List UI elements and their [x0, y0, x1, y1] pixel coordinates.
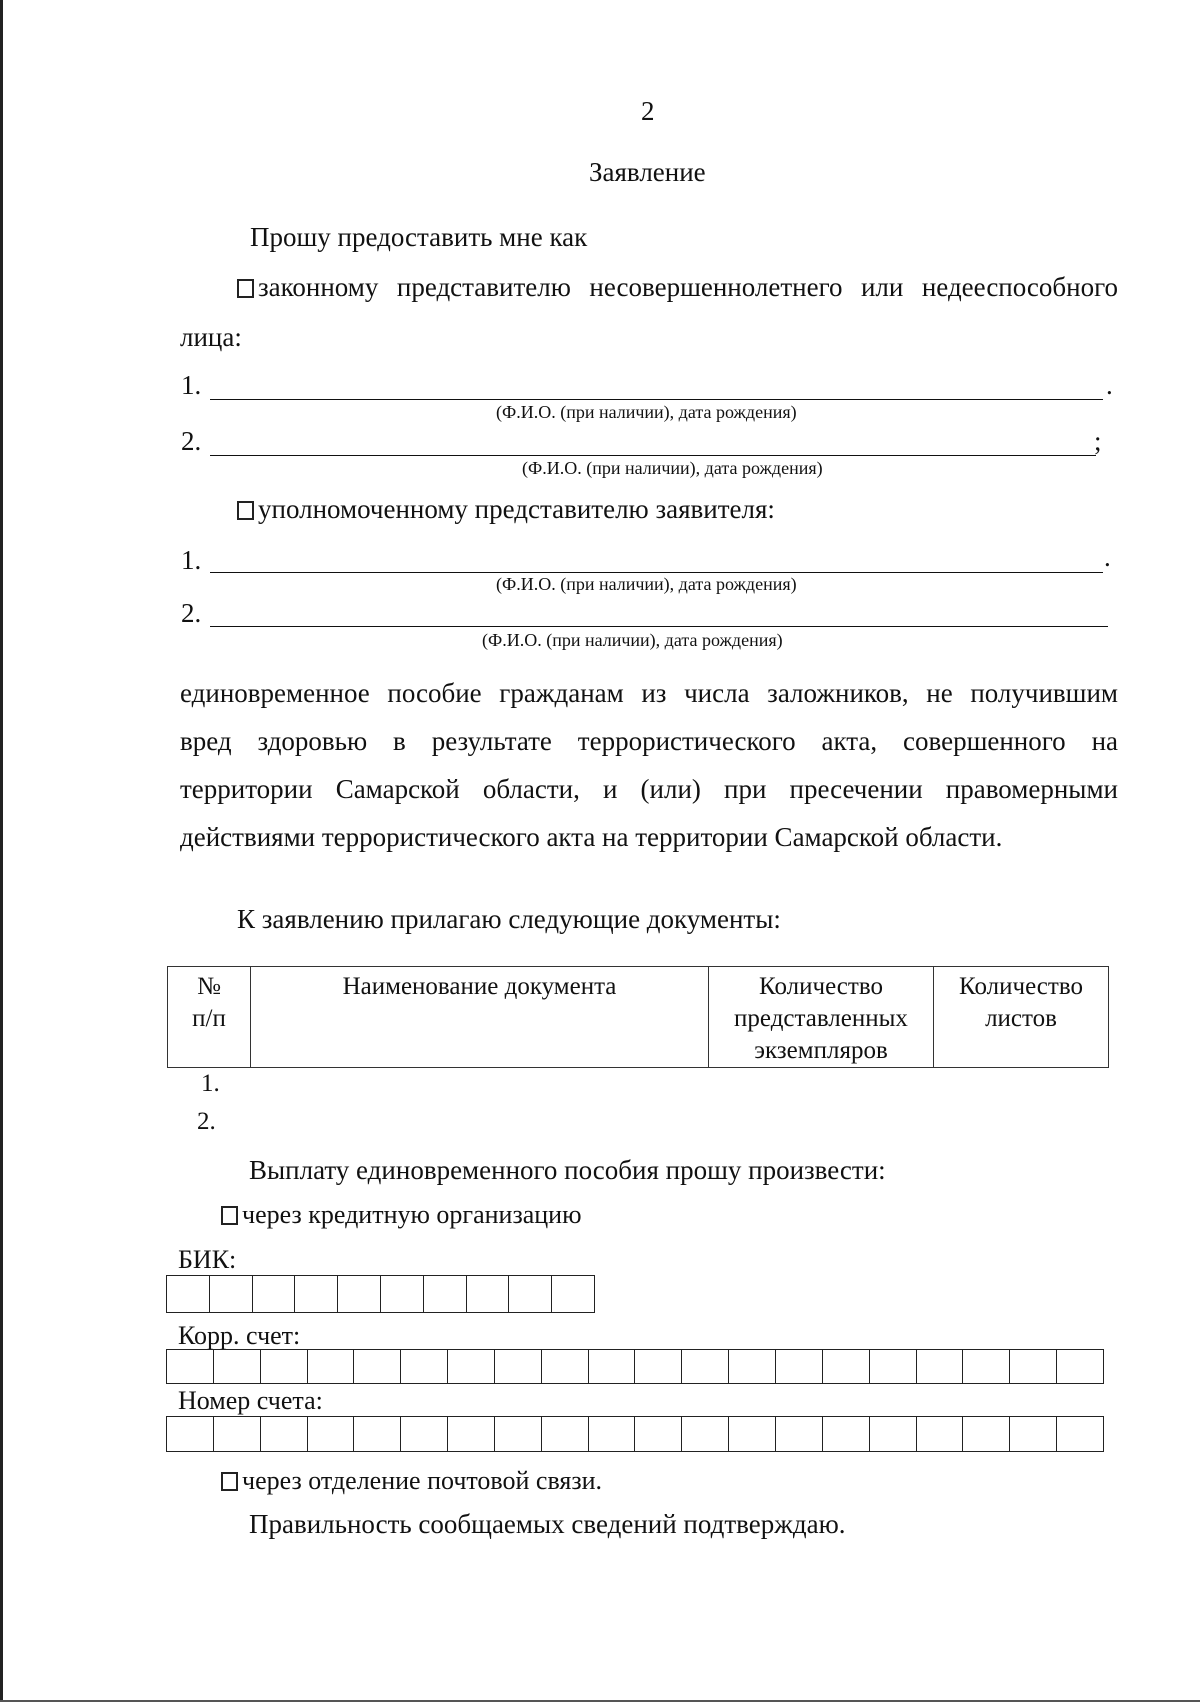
account-number-label: Номер счета:: [178, 1386, 323, 1415]
header-sheets-line-2: листов: [985, 1005, 1057, 1032]
corr-account-input[interactable]: [166, 1349, 1104, 1384]
account-number-cell[interactable]: [542, 1417, 589, 1451]
body-line-2: вред здоровью в результате террористического акта, совершенного на: [180, 726, 1118, 756]
corr-account-cell[interactable]: [682, 1350, 729, 1383]
account-number-cell[interactable]: [308, 1417, 355, 1451]
post-option-label: через отделение почтовой связи.: [242, 1466, 603, 1495]
bik-cell[interactable]: [467, 1276, 510, 1312]
page-border-left: [0, 0, 3, 1702]
body-line-3: территории Самарской области, и (или) при пресечении правомерными: [180, 774, 1118, 804]
corr-account-cell[interactable]: [448, 1350, 495, 1383]
authorized-rep-row-1-end: .: [1104, 542, 1111, 572]
intro-text: Прошу предоставить мне как: [250, 222, 588, 252]
corr-account-cell[interactable]: [635, 1350, 682, 1383]
bik-cell[interactable]: [424, 1276, 467, 1312]
confirmation-text: Правильность сообщаемых сведений подтверждаю.: [249, 1509, 846, 1539]
corr-account-cell[interactable]: [1010, 1350, 1057, 1383]
authorized-rep-row-2-number: 2.: [181, 598, 202, 628]
corr-account-cell[interactable]: [589, 1350, 636, 1383]
body-line-4: действиями террористического акта на территории Самарской области.: [180, 822, 1003, 852]
header-document-name: [251, 967, 709, 1068]
post-checkbox[interactable]: [221, 1472, 238, 1491]
legal-rep-row-2-number: 2.: [181, 426, 202, 456]
corr-account-cell[interactable]: [495, 1350, 542, 1383]
corr-account-cell[interactable]: [1057, 1350, 1104, 1383]
document-title: Заявление: [589, 157, 706, 187]
header-sheets-line-1: Количество: [959, 973, 1083, 1000]
bank-checkbox[interactable]: [221, 1206, 238, 1225]
account-number-cell[interactable]: [963, 1417, 1010, 1451]
documents-row-2: 2.: [197, 1108, 216, 1135]
bik-cell[interactable]: [509, 1276, 552, 1312]
bik-cell[interactable]: [338, 1276, 381, 1312]
header-number: [168, 967, 251, 1068]
corr-account-cell[interactable]: [354, 1350, 401, 1383]
corr-account-cell[interactable]: [167, 1350, 214, 1383]
legal-rep-checkbox[interactable]: [237, 279, 254, 298]
post-option[interactable]: [221, 1466, 602, 1496]
header-document-name-text: Наименование документа: [342, 973, 617, 1000]
documents-table-header: [168, 967, 1109, 1068]
corr-account-cell[interactable]: [401, 1350, 448, 1383]
legal-rep-row-2-field[interactable]: [210, 455, 1096, 456]
legal-rep-row-1-caption: (Ф.И.О. (при наличии), дата рождения): [496, 402, 797, 422]
bik-cell[interactable]: [167, 1276, 210, 1312]
corr-account-cell[interactable]: [963, 1350, 1010, 1383]
payment-intro: Выплату единовременного пособия прошу произвести:: [249, 1155, 886, 1185]
legal-rep-label-continuation: лица:: [180, 322, 242, 352]
account-number-cell[interactable]: [495, 1417, 542, 1451]
account-number-cell[interactable]: [401, 1417, 448, 1451]
bank-option[interactable]: [221, 1200, 582, 1230]
account-number-cell[interactable]: [870, 1417, 917, 1451]
account-number-cell[interactable]: [1057, 1417, 1104, 1451]
account-number-cell[interactable]: [261, 1417, 308, 1451]
account-number-cell[interactable]: [917, 1417, 964, 1451]
bik-label: БИК:: [178, 1245, 237, 1274]
corr-account-cell[interactable]: [776, 1350, 823, 1383]
account-number-cell[interactable]: [589, 1417, 636, 1451]
bik-cell[interactable]: [253, 1276, 296, 1312]
account-number-cell[interactable]: [167, 1417, 214, 1451]
corr-account-cell[interactable]: [214, 1350, 261, 1383]
authorized-rep-row-1-number: 1.: [181, 545, 202, 575]
account-number-cell[interactable]: [823, 1417, 870, 1451]
corr-account-cell[interactable]: [870, 1350, 917, 1383]
header-copies-line-1: Количество: [759, 973, 883, 1000]
authorized-rep-row-1-caption: (Ф.И.О. (при наличии), дата рождения): [496, 574, 797, 594]
legal-rep-label: законному представителю несовершеннолетнего или недееспособного: [258, 272, 1118, 302]
legal-rep-option[interactable]: [237, 272, 1118, 303]
corr-account-cell[interactable]: [823, 1350, 870, 1383]
bik-cell[interactable]: [295, 1276, 338, 1312]
corr-account-cell[interactable]: [308, 1350, 355, 1383]
legal-rep-row-1-number: 1.: [181, 370, 202, 400]
page-number: 2: [641, 96, 655, 126]
corr-account-cell[interactable]: [729, 1350, 776, 1383]
attachments-intro: К заявлению прилагаю следующие документы:: [237, 904, 781, 934]
documents-table: [167, 966, 1109, 1068]
header-sheets-count: [934, 967, 1109, 1068]
corr-account-cell[interactable]: [261, 1350, 308, 1383]
bik-cell[interactable]: [210, 1276, 253, 1312]
legal-rep-row-1-field[interactable]: [210, 399, 1103, 400]
legal-rep-row-2-end: ;: [1094, 426, 1102, 456]
bik-cell[interactable]: [381, 1276, 424, 1312]
header-copies-line-2: представленных: [734, 1005, 908, 1032]
account-number-cell[interactable]: [448, 1417, 495, 1451]
bank-option-label: через кредитную организацию: [242, 1200, 582, 1229]
corr-account-label: Корр. счет:: [178, 1321, 301, 1350]
account-number-cell[interactable]: [729, 1417, 776, 1451]
authorized-rep-row-2-field[interactable]: [210, 626, 1108, 627]
authorized-rep-option[interactable]: [237, 494, 775, 525]
authorized-rep-row-1-field[interactable]: [210, 572, 1103, 573]
account-number-cell[interactable]: [214, 1417, 261, 1451]
corr-account-cell[interactable]: [542, 1350, 589, 1383]
account-number-cell[interactable]: [635, 1417, 682, 1451]
legal-rep-row-2-caption: (Ф.И.О. (при наличии), дата рождения): [522, 458, 823, 478]
legal-rep-row-1-end: .: [1106, 370, 1113, 400]
account-number-cell[interactable]: [776, 1417, 823, 1451]
authorized-rep-checkbox[interactable]: [237, 501, 254, 520]
account-number-cell[interactable]: [682, 1417, 729, 1451]
corr-account-cell[interactable]: [917, 1350, 964, 1383]
authorized-rep-label: уполномоченному представителю заявителя:: [258, 494, 775, 524]
account-number-input[interactable]: [166, 1416, 1104, 1452]
authorized-rep-row-2-caption: (Ф.И.О. (при наличии), дата рождения): [482, 630, 783, 650]
account-number-cell[interactable]: [354, 1417, 401, 1451]
header-copies-line-3: экземпляров: [754, 1037, 888, 1064]
header-copies-count: [709, 967, 934, 1068]
bik-cell[interactable]: [552, 1276, 595, 1312]
account-number-cell[interactable]: [1010, 1417, 1057, 1451]
header-number-line-2: п/п: [192, 1005, 226, 1032]
body-line-1: единовременное пособие гражданам из числа заложников, не получившим: [180, 678, 1118, 708]
bik-input[interactable]: [166, 1275, 595, 1313]
header-number-line-1: №: [197, 973, 221, 1000]
documents-row-1: 1.: [201, 1070, 220, 1097]
